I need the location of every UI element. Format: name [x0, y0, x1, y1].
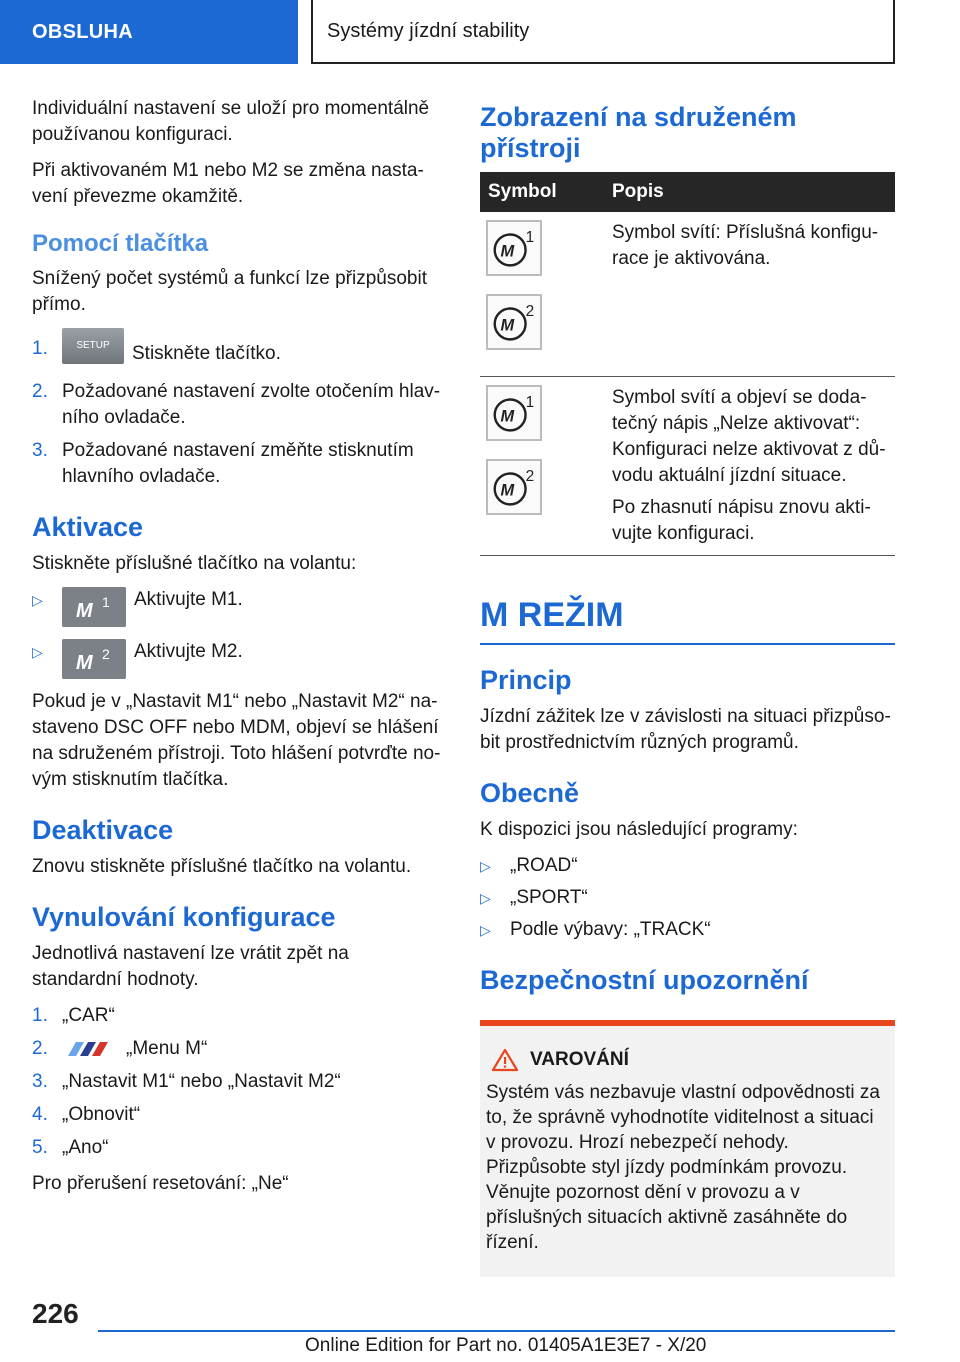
program-name: Podle výbavy: „TRACK“	[510, 919, 711, 940]
list-item	[32, 1003, 442, 1029]
paragraph: Při aktivovaném M1 nebo M2 se změna nastavení převezme okamžitě.	[32, 160, 424, 207]
heading-zobrazeni: Zobrazení na sdruženém přístroji	[480, 102, 797, 163]
heading-vynulovani: Vynulování konfigurace	[32, 902, 336, 932]
warning-box	[480, 1020, 895, 1277]
right-column	[480, 96, 895, 1277]
svg-text:2: 2	[525, 303, 535, 321]
step-text: „Menu M“	[126, 1038, 208, 1059]
bullet-triangle-icon: ▷	[480, 858, 491, 874]
step-number: 1.	[32, 1005, 48, 1026]
heading-bezpecnostni: Bezpečnostní upozornění	[480, 965, 809, 995]
left-column	[32, 96, 442, 1207]
setup-steps	[32, 336, 442, 490]
description-text: Symbol svítí a objeví se dodatečný nápis „Nelze aktivovat“: Konfiguraci nelze aktivovat z důvodu aktuální jízdní situace.	[612, 387, 886, 486]
paragraph: K dispozici jsou následující programy:	[480, 819, 798, 840]
svg-text:M: M	[500, 316, 515, 335]
paragraph: Individuální nastavení se uloží pro momentálně používanou konfiguraci.	[32, 98, 430, 145]
heading-pomoci-tlacitka: Pomocí tlačítka	[32, 230, 209, 257]
svg-text:M: M	[76, 652, 93, 674]
list-item	[32, 1102, 442, 1128]
heading-aktivace: Aktivace	[32, 512, 144, 542]
heading-princip: Princip	[480, 665, 572, 695]
paragraph: Jízdní zážitek lze v závislosti na situaci přizpůsobit prostřednictvím různých programů.	[480, 706, 891, 753]
table-cell-description	[600, 377, 895, 556]
svg-text:2: 2	[102, 646, 110, 662]
svg-text:M: M	[76, 600, 93, 622]
description-text: Po zhasnutí nápisu znovu aktivujte konfiguraci.	[612, 497, 871, 544]
svg-text:1: 1	[525, 394, 535, 412]
table-header-row	[480, 172, 895, 212]
table-row	[480, 212, 895, 377]
footer-divider	[98, 1330, 895, 1332]
m-stripes-icon	[62, 1042, 118, 1056]
heading-m-rezim: M REŽIM	[480, 596, 895, 645]
paragraph: Pro přerušení resetování: „Ne“	[32, 1173, 289, 1194]
step-number: 5.	[32, 1137, 48, 1158]
activate-m2-text: Aktivujte M2.	[134, 641, 243, 662]
m2-symbol-icon	[486, 459, 542, 515]
list-item	[32, 1069, 442, 1095]
step-number: 3.	[32, 440, 48, 461]
list-item	[32, 438, 442, 490]
table-header-popis: Popis	[600, 172, 895, 212]
svg-text:2: 2	[525, 468, 535, 486]
warning-triangle-icon	[492, 1048, 518, 1072]
chapter-title: Systémy jízdní stability	[311, 0, 895, 64]
m1-symbol-icon	[486, 220, 542, 276]
list-item	[32, 1135, 442, 1161]
step-number: 2.	[32, 381, 48, 402]
list-item	[480, 885, 895, 911]
step-number: 4.	[32, 1104, 48, 1125]
list-item	[32, 639, 442, 679]
program-name: „SPORT“	[510, 887, 588, 908]
list-item	[480, 917, 895, 943]
step-number: 3.	[32, 1071, 48, 1092]
bullet-triangle-icon: ▷	[32, 644, 43, 660]
warning-label: VAROVÁNÍ	[530, 1049, 629, 1070]
paragraph: Znovu stiskněte příslušné tlačítko na volantu.	[32, 856, 412, 877]
paragraph: Jednotlivá nastavení lze vrátit zpět na standardní hodnoty.	[32, 943, 349, 990]
program-name: „ROAD“	[510, 855, 578, 876]
bullet-triangle-icon: ▷	[480, 890, 491, 906]
step-text: „Ano“	[62, 1137, 109, 1158]
step-text: „Nastavit M1“ nebo „Nastavit M2“	[62, 1071, 341, 1092]
table-cell-description: Symbol svítí: Příslušná konfigurace je aktivována.	[600, 212, 895, 377]
setup-label: SETUP	[76, 340, 110, 351]
paragraph: Snížený počet systémů a funkcí lze přizpůsobit přímo.	[32, 268, 427, 315]
list-item	[32, 1036, 442, 1062]
m2-button-icon	[62, 639, 126, 679]
footer-edition: Online Edition for Part no. 01405A1E3E7 - X/20	[305, 1335, 707, 1356]
table-cell-symbols	[480, 377, 600, 556]
svg-text:M: M	[500, 481, 515, 500]
program-list	[480, 853, 895, 943]
symbol-table	[480, 172, 895, 556]
activate-m1-text: Aktivujte M1.	[134, 589, 243, 610]
step-text: „Obnovit“	[62, 1104, 141, 1125]
svg-text:M: M	[500, 407, 515, 426]
svg-text:1: 1	[102, 594, 110, 610]
list-item	[32, 379, 442, 431]
svg-text:1: 1	[525, 229, 535, 247]
step-number: 2.	[32, 1038, 48, 1059]
paragraph: Pokud je v „Nastavit M1“ nebo „Nastavit M2“ nastaveno DSC OFF nebo MDM, objeví se hlášení na sdruženém přístroji. Toto hlášení potvrďte novým stisknutím tlačítka.	[32, 691, 441, 790]
activation-list	[32, 587, 442, 679]
warning-title	[486, 1048, 887, 1072]
m2-symbol-icon	[486, 294, 542, 350]
step-text: Požadované nastavení změňte stisknutím hlavního ovladače.	[62, 440, 414, 487]
list-item	[32, 587, 442, 627]
bullet-triangle-icon: ▷	[32, 592, 43, 608]
setup-button-icon	[62, 328, 124, 364]
list-item	[32, 336, 442, 372]
table-header-symbol: Symbol	[480, 172, 600, 212]
page-header	[0, 0, 960, 64]
svg-text:M: M	[500, 242, 515, 261]
step-text: „CAR“	[62, 1005, 115, 1026]
paragraph: Stiskněte příslušné tlačítko na volantu:	[32, 553, 357, 574]
heading-obecne: Obecně	[480, 778, 580, 808]
bullet-triangle-icon: ▷	[480, 922, 491, 938]
step-number: 1.	[32, 338, 48, 359]
page-number: 226	[32, 1298, 79, 1329]
table-cell-symbols	[480, 212, 600, 377]
heading-deaktivace: Deaktivace	[32, 815, 174, 845]
reset-steps	[32, 1003, 442, 1161]
m1-button-icon	[62, 587, 126, 627]
list-item	[480, 853, 895, 879]
table-row	[480, 377, 895, 556]
step-text: Stiskněte tlačítko.	[132, 343, 281, 365]
m1-symbol-icon	[486, 385, 542, 441]
section-tab: OBSLUHA	[0, 0, 298, 64]
warning-text: Systém vás nezbavuje vlastní odpovědnosti za to, že správně vyhodnotíte viditelnost a situaci v provozu. Hrozí nebezpečí nehody. Přizpůsobte styl jízdy podmínkám provozu. Věnujte pozornost dění v provozu a v příslušných situacích aktivně zasáhněte do řízení.	[486, 1082, 880, 1253]
step-text: Požadované nastavení zvolte otočením hlavního ovladače.	[62, 381, 441, 428]
